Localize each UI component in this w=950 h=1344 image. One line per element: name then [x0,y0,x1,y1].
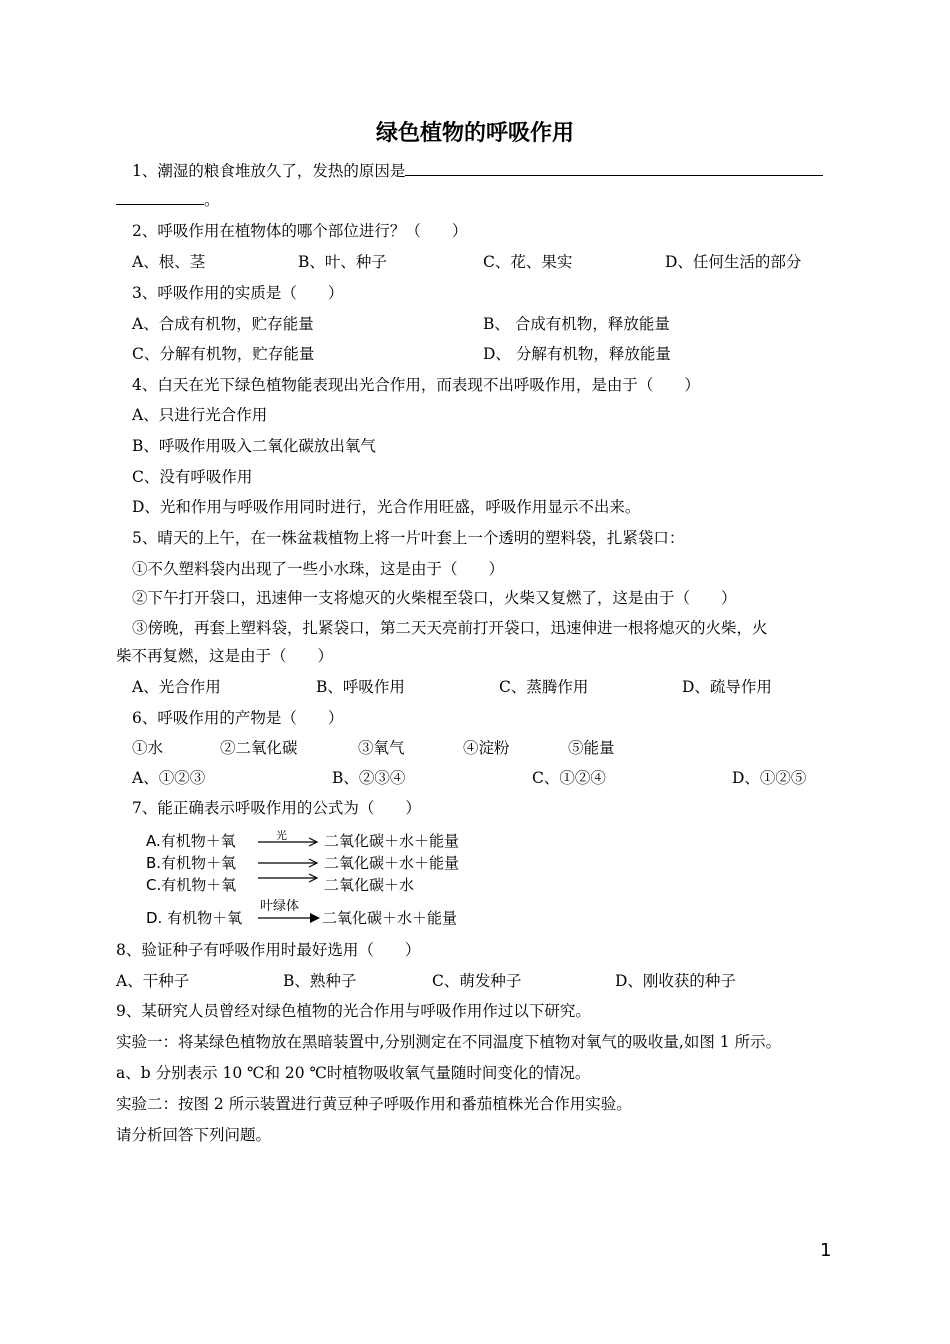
question-9: 9、某研究人员曾经对绿色植物的光合作用与呼吸作用作过以下研究。 [116,1002,591,1020]
question-7: 7、能正确表示呼吸作用的公式为（ ） [132,799,421,817]
option-b: B、叶、种子 [298,253,387,271]
option-b: B、呼吸作用吸入二氧化碳放出氧气 [132,437,376,455]
option-d: D、①②⑤ [732,769,807,787]
arrow-head-icon [310,913,320,923]
experiment-1: 实验一：将某绿色植物放在黑暗装置中,分别测定在不同温度下植物对氧气的吸收量,如图 1 所示。 [116,1033,782,1051]
formula-left: B.有机物＋氧 [146,854,237,872]
formula-left: C.有机物＋氧 [146,876,237,894]
question-4: 4、白天在光下绿色植物能表现出光合作用，而表现不出呼吸作用，是由于（ ） [132,376,700,394]
question-5: 5、晴天的上午，在一株盆栽植物上将一片叶套上一个透明的塑料袋，扎紧袋口： [132,529,685,547]
formula-row-c [146,874,414,894]
experiment-2: 实验二：按图 2 所示装置进行黄豆种子呼吸作用和番茄植株光合作用实验。 [116,1095,632,1113]
option-a: A、合成有机物，贮存能量 [132,315,314,333]
formula-row-b [146,854,459,872]
respiration-formula-options [146,830,486,930]
formula-right: 二氧化碳＋水＋能量 [324,832,460,850]
product-item: ③氧气 [358,739,405,757]
option-b: B、②③④ [332,769,406,787]
question-1-end: 。 [204,191,220,209]
product-item: ①水 [132,739,164,757]
option-c: C、蒸腾作用 [499,678,589,696]
option-a: A、只进行光合作用 [132,406,268,424]
option-d: D、刚收获的种子 [615,972,736,990]
option-c: C、①②④ [532,769,606,787]
formula-right: 二氧化碳＋水 [324,876,415,894]
option-c: C、花、果实 [483,253,573,271]
page-number: 1 [820,1240,832,1261]
option-a: A、①②③ [132,769,206,787]
question-5-part-3: ③傍晚，再套上塑料袋，扎紧袋口，第二天天亮前打开袋口，迅速伸进一根将熄灭的火柴，火 [132,619,768,637]
option-d: D、任何生活的部分 [665,253,802,271]
option-d: D、疏导作用 [682,678,772,696]
option-b: B、 合成有机物，释放能量 [483,315,670,333]
option-b: B、呼吸作用 [316,678,405,696]
option-a: A、根、茎 [132,253,206,271]
question-8: 8、验证种子有呼吸作用时最好选用（ ） [116,941,421,959]
product-item: ④淀粉 [463,739,510,757]
formula-right: 二氧化碳＋水＋能量 [322,909,458,927]
formula-row-d [146,898,457,927]
product-item: ②二氧化碳 [220,739,298,757]
question-5-part-1: ①不久塑料袋内出现了一些小水珠，这是由于（ ） [132,560,505,578]
option-b: B、熟种子 [283,972,357,990]
question-5-part-2: ②下午打开袋口，迅速伸一支将熄灭的火柴棍至袋口，火柴又复燃了，这是由于（ ） [132,589,737,607]
question-5-part-3-continued: 柴不再复燃，这是由于（ ） [116,647,334,665]
question-9-prompt: 请分析回答下列问题。 [116,1126,272,1144]
option-a: A、干种子 [116,972,190,990]
formula-condition: 叶绿体 [260,899,300,914]
option-a: A、光合作用 [132,678,221,696]
question-3: 3、呼吸作用的实质是（ ） [132,284,344,302]
question-6: 6、呼吸作用的产物是（ ） [132,709,344,727]
option-c: C、没有呼吸作用 [132,468,253,486]
option-c: C、分解有机物，贮存能量 [132,345,315,363]
answer-blank [405,161,823,176]
question-1 [132,161,823,181]
option-d: D、光和作用与呼吸作用同时进行，光合作用旺盛，呼吸作用显示不出来。 [132,498,641,516]
formula-right: 二氧化碳＋水＋能量 [324,854,460,872]
option-d: D、 分解有机物，释放能量 [483,345,671,363]
answer-blank [116,190,204,205]
formula-condition: 光 [276,830,287,842]
question-1-text: 1、潮湿的粮食堆放久了，发热的原因是 [132,162,406,180]
formula-row-a [146,830,459,850]
page-title: 绿色植物的呼吸作用 [375,121,574,146]
formula-left: D. 有机物＋氧 [146,909,243,927]
option-c: C、萌发种子 [432,972,522,990]
formula-left: A.有机物＋氧 [146,832,236,850]
question-1-continuation [116,190,220,210]
question-2: 2、呼吸作用在植物体的哪个部位进行？（ ） [132,222,468,240]
product-item: ⑤能量 [568,739,615,757]
experiment-1-note: a、b 分别表示 10 ℃和 20 ℃时植物吸收氧气量随时间变化的情况。 [116,1064,591,1082]
